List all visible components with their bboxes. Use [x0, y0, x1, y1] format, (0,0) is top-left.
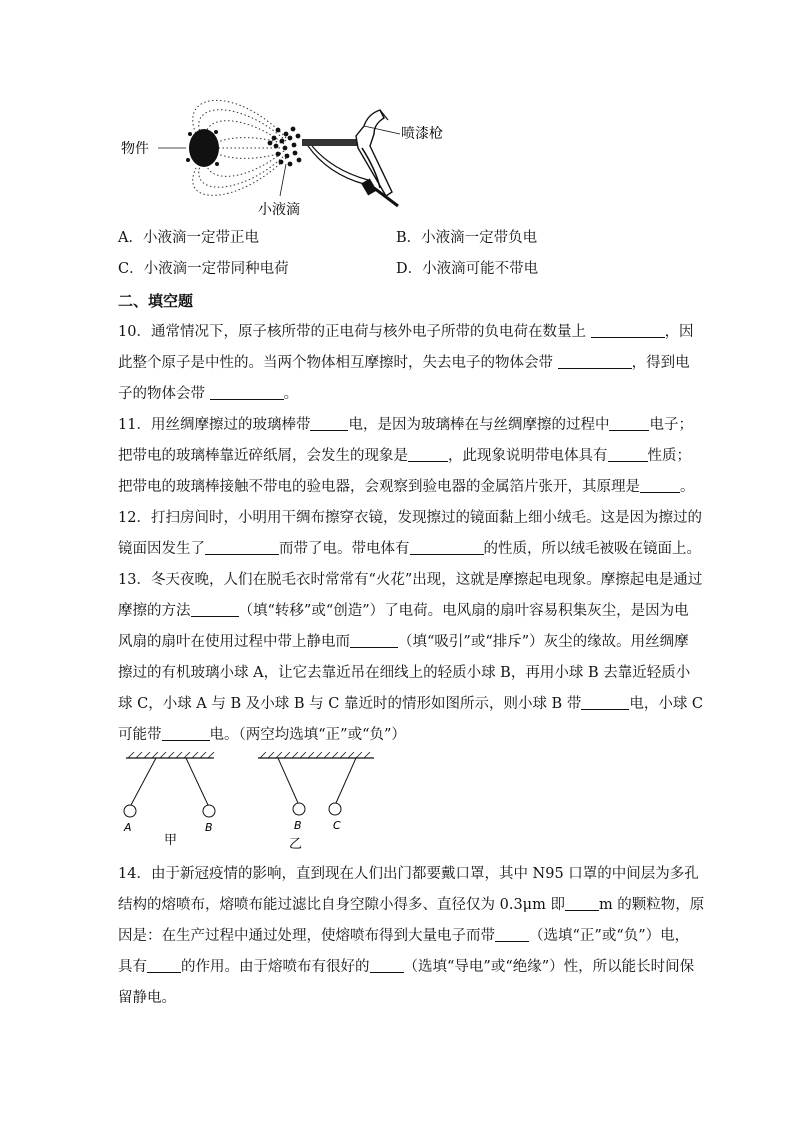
option-d-text: 小液滴可能不带电 [422, 261, 539, 277]
option-b-text: 小液滴一定带负电 [421, 230, 538, 246]
q11-blank3[interactable] [408, 447, 448, 462]
q10-line3: 子的物体会带 。 [118, 386, 299, 402]
q14-blank4[interactable] [370, 958, 404, 973]
option-a-text: 小液滴一定带正电 [142, 230, 259, 246]
label-ball-a: A [124, 821, 132, 834]
option-c[interactable] [118, 259, 289, 279]
option-a[interactable] [118, 228, 259, 248]
q12-line2: 镜面因发生了 而带了电。带电体有 的性质，所以绒毛被吸在镜面上。 [118, 541, 701, 557]
label-ball-b-right: B [294, 819, 302, 832]
option-c-text: 小液滴一定带同种电荷 [143, 261, 289, 277]
section-title: 二、填空题 [118, 292, 194, 310]
q14-blank2[interactable] [495, 927, 529, 942]
q10-line1: 10．通常情况下，原子核所带的正电荷与核外电子所带的负电荷在数量上 ，因 [118, 324, 694, 340]
q14-line3: 因是：在生产过程中通过处理，使熔喷布得到大量电子而带 （选填“正”或“负”）电， [118, 928, 690, 944]
q14-line1: 14．由于新冠疫情的影响，直到现在人们出门都要戴口罩，其中 N95 口罩的中间层为多孔 [118, 866, 699, 882]
q14-blank3[interactable] [147, 958, 181, 973]
q10-blank1[interactable] [591, 323, 665, 338]
q11-blank4[interactable] [608, 447, 648, 462]
q11-line1: 11．用丝绸摩擦过的玻璃棒带 电，是因为玻璃棒在与丝绸摩擦的过程中 电子； [118, 417, 693, 433]
caption-jia: 甲 [164, 833, 178, 848]
q13-line5: 球 C，小球 A 与 B 及小球 B 与 C 靠近时的情形如图所示，则小球 B 带 电，小球 C [118, 696, 704, 712]
q12-blank2[interactable] [410, 540, 484, 555]
ball-b-left [203, 805, 215, 817]
label-spray-gun: 喷漆枪 [401, 126, 443, 142]
option-d[interactable] [396, 259, 538, 279]
q11-blank2[interactable] [609, 416, 649, 431]
q12-line1: 12．打扫房间时，小明用干绸布擦穿衣镜，发现擦过的镜面黏上细小绒毛。这是因为擦过的 [118, 510, 702, 526]
q13-line3: 风扇的扇叶在使用过程中带上静电而 （填“吸引”或“排斥”）灰尘的缘故。用丝绸摩 [118, 634, 689, 650]
label-ball-c: C [333, 819, 341, 832]
q10-line2: 此整个原子是中性的。当两个物体相互摩擦时，失去电子的物体会带 ，得到电 [118, 355, 690, 371]
spray-gun-figure [118, 96, 443, 224]
q13-blank3[interactable] [581, 695, 629, 710]
option-b-letter: B． [396, 230, 422, 246]
q11-blank5[interactable] [640, 478, 680, 493]
q11-line2: 把带电的玻璃棒靠近碎纸屑，会发生的现象是 ，此现象说明带电体具有 性质； [118, 448, 691, 464]
q11-blank1[interactable] [310, 416, 348, 431]
label-ball-b-left: B [205, 821, 213, 834]
q13-blank4[interactable] [162, 726, 210, 741]
q13-line4: 擦过的有机玻璃小球 A，让它去靠近吊在细线上的轻质小球 B，再用小球 B 去靠近轻质小 [118, 665, 691, 681]
q14-block [118, 859, 705, 1014]
q13-line6: 可能带 电。（两空均选填“正”或“负”） [118, 727, 406, 743]
q11-line3: 把带电的玻璃棒接触不带电的验电器，会观察到验电器的金属箔片张开，其原理是 。 [118, 479, 695, 495]
option-c-letter: C． [118, 261, 144, 277]
questions-block [118, 317, 704, 751]
option-a-letter: A． [118, 230, 143, 246]
q13-line1: 13．冬天夜晚，人们在脱毛衣时常常有“火花”出现，这就是摩擦起电现象。摩擦起电是通过 [118, 572, 703, 588]
object-blob [189, 129, 219, 167]
q13-blank1[interactable] [191, 602, 239, 617]
q10-blank3[interactable] [210, 385, 284, 400]
q10-blank2[interactable] [558, 354, 632, 369]
q14-blank1[interactable] [565, 896, 599, 911]
caption-yi: 乙 [289, 837, 303, 852]
q13-blank2[interactable] [350, 633, 398, 648]
ball-b-right [293, 803, 305, 815]
ball-a [124, 805, 136, 817]
label-object: 物件 [121, 141, 149, 157]
hanging-balls-figure [118, 752, 388, 852]
q13-line2: 摩擦的方法 （填“转移”或“创造”）了电荷。电风扇的扇叶容易积集灰尘，是因为电 [118, 603, 689, 619]
q14-line2: 结构的熔喷布，熔喷布能过滤比自身空隙小得多、直径仅为 0.3μm 即 m 的颗粒物，原 [118, 897, 705, 913]
label-droplet: 小液滴 [258, 202, 300, 218]
option-d-letter: D． [396, 261, 423, 277]
q12-blank1[interactable] [205, 540, 279, 555]
option-b[interactable] [396, 228, 537, 248]
q14-line5: 留静电。 [118, 990, 176, 1006]
q14-line4: 具有 的作用。由于熔喷布有很好的 （选填“导电”或“绝缘”）性，所以能长时间保 [118, 959, 695, 975]
ball-c [329, 803, 341, 815]
